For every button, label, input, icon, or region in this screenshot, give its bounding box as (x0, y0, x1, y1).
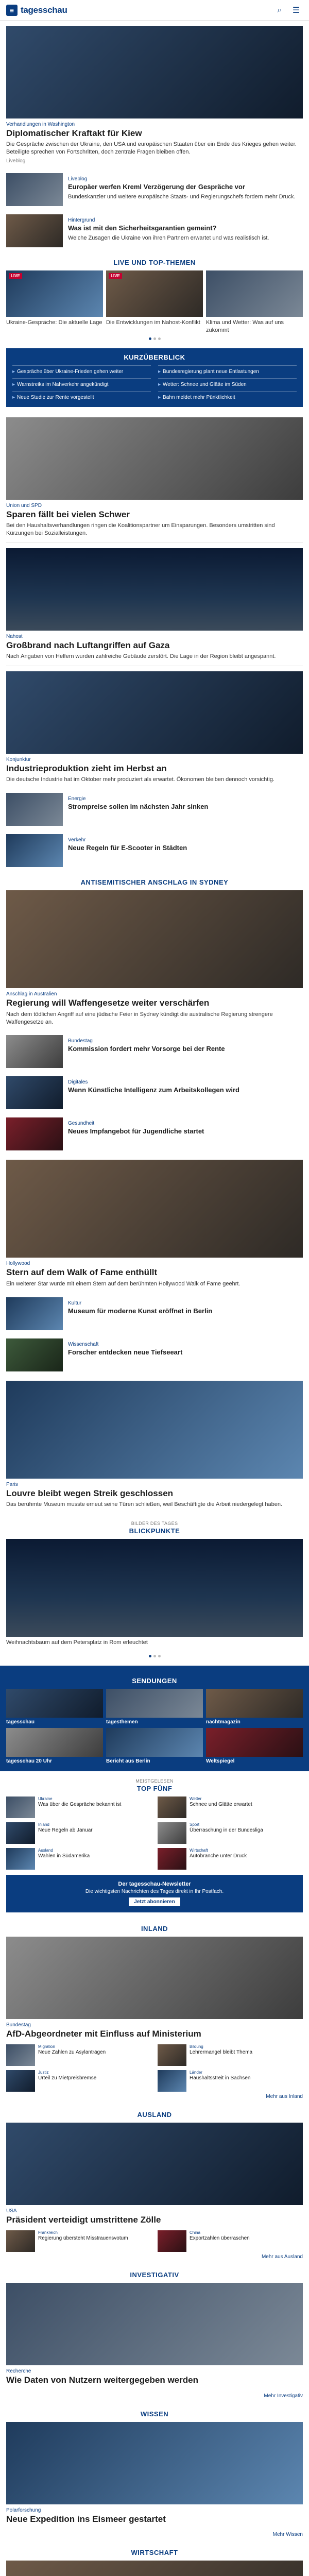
story-topline: Hollywood (6, 1261, 30, 1267)
kurzueberblick-item[interactable]: ▸ Bahn meldet mehr Pünktlichkeit (158, 391, 297, 401)
teaser-headline: Was über die Gespräche bekannt ist (38, 1801, 122, 1807)
hero-teaser[interactable] (0, 21, 309, 169)
list-item[interactable] (158, 2070, 303, 2092)
teaser-topline: Bundestag (68, 1038, 93, 1044)
list-item[interactable] (0, 169, 309, 210)
show-image (6, 1689, 103, 1718)
teaser-image (6, 2044, 35, 2066)
teaser-topline: China (190, 2230, 200, 2235)
ressort-lead-topline: Bundestag (6, 2022, 31, 2028)
teaser-image (6, 173, 63, 206)
teaser-headline: Lehrermangel bleibt Thema (190, 2049, 253, 2056)
logo[interactable] (6, 5, 67, 16)
inland-title[interactable]: INLAND (141, 1924, 168, 1933)
menu-icon[interactable]: ☰ (292, 6, 300, 15)
teaser-topline: Migration (38, 2044, 55, 2049)
ausland-title[interactable]: AUSLAND (137, 2111, 172, 2119)
gallery-caption: Weihnachtsbaum auf dem Petersplatz in Rom erleuchtet (6, 1639, 148, 1646)
show-card[interactable] (6, 1689, 103, 1725)
topfive-heading: TOP FÜNF (136, 1784, 173, 1792)
teaser-text: Welche Zusagen die Ukraine von ihren Partnern erwartet und was realistisch ist. (68, 234, 269, 241)
live-card[interactable] (206, 270, 303, 334)
show-card[interactable] (106, 1689, 203, 1725)
teaser-topline: Bildung (190, 2044, 203, 2049)
live-badge: LIVE (9, 273, 22, 279)
story-topline: Union und SPD (6, 502, 42, 509)
story-topline: Konjunktur (6, 757, 31, 763)
pagination-dot[interactable] (158, 337, 161, 340)
wirtschaft-title[interactable]: WIRTSCHAFT (131, 2549, 178, 2557)
teaser-topline: Wirtschaft (190, 1848, 208, 1853)
teaser-image (6, 1035, 63, 1068)
pagination-dot[interactable] (153, 1655, 156, 1657)
ausland-more-link[interactable]: Mehr aus Ausland (261, 2254, 303, 2260)
newsletter-button[interactable]: Jetzt abonnieren (129, 1897, 180, 1906)
hero-text: Die Gespräche zwischen der Ukraine, den USA und europäischen Staaten über ein Ende des Krieges gehen weiter. Beteiligte sprechen von Fortschritten, doch zentrale Fragen bleiben offen. (6, 141, 297, 156)
kurzueberblick-item[interactable]: ▸ Wetter: Schnee und Glätte im Süden (158, 378, 297, 388)
list-item[interactable] (0, 1031, 309, 1072)
teaser-headline[interactable]: Neues Impfangebot für Jugendliche startet (68, 1127, 204, 1136)
investigativ-title[interactable]: INVESTIGATIV (130, 2271, 179, 2279)
newsletter-title: Der tagesschau-Newsletter (118, 1880, 191, 1887)
teaser-headline: Regierung übersteht Misstrauensvotum (38, 2235, 128, 2242)
teaser-topline: Kultur (68, 1300, 82, 1306)
story-teaser[interactable] (0, 543, 309, 666)
story-headline[interactable]: Industrieproduktion zieht im Herbst an (6, 764, 167, 774)
teaser-headline: Überraschung in der Bundesliga (190, 1827, 263, 1833)
list-item[interactable] (0, 1113, 309, 1155)
inland-more-link[interactable]: Mehr aus Inland (266, 2094, 303, 2100)
story-headline[interactable]: Regierung will Waffengesetze weiter verschärfen (6, 998, 210, 1008)
teaser-topline: Gesundheit (68, 1121, 95, 1127)
show-card[interactable] (6, 1728, 103, 1764)
list-item[interactable] (158, 2230, 303, 2252)
story-image[interactable] (6, 890, 303, 988)
logo-text: tagesschau (21, 5, 67, 15)
live-section-title: LIVE UND TOP-THEMEN (113, 259, 196, 267)
live-card-caption: Die Entwicklungen im Nahost-Konflikt (106, 319, 200, 326)
ressort-lead[interactable] (0, 2561, 309, 2576)
teaser-image (158, 2070, 186, 2092)
teaser-image (6, 834, 63, 867)
ausland-list (0, 2230, 309, 2252)
teaser-topline: Wetter (190, 1796, 202, 1801)
list-item[interactable] (0, 830, 309, 871)
story-image[interactable] (6, 671, 303, 754)
teaser-image (6, 1848, 35, 1870)
list-item[interactable] (158, 1797, 303, 1818)
inland-list (0, 2044, 309, 2092)
story-text: Bei den Haushaltsverhandlungen ringen die Koalitionspartner um Einsparungen. Besonders umstritten sind Kürzungen bei Sozialleistungen. (6, 522, 275, 536)
show-label: Bericht aus Berlin (106, 1758, 150, 1764)
ressort-lead-headline[interactable]: Präsident verteidigt umstrittene Zölle (6, 2215, 161, 2225)
show-label: tagesschau 20 Uhr (6, 1758, 52, 1764)
teaser-image (6, 1822, 35, 1844)
teaser-image (6, 1117, 63, 1150)
ressort-lead-topline: Polarforschung (6, 2507, 41, 2513)
teaser-topline: Sport (190, 1822, 200, 1827)
teaser-headline: Neue Regeln ab Januar (38, 1827, 93, 1833)
ressort-lead[interactable] (0, 2283, 309, 2391)
teaser-image (6, 2230, 35, 2252)
teaser-image (6, 1076, 63, 1109)
story-text: Nach dem tödlichen Angriff auf eine jüdische Feier in Sydney kündigt die australische Regierung strengere Waffengesetze an. (6, 1011, 273, 1025)
teaser-image (6, 1297, 63, 1330)
teaser-headline[interactable]: Was ist mit den Sicherheitsgarantien gemeint? (68, 224, 217, 232)
hero-image[interactable] (6, 26, 303, 118)
story-topline: Nahost (6, 633, 23, 639)
teaser-image (6, 793, 63, 826)
teaser-headline: Schnee und Glätte erwartet (190, 1801, 252, 1807)
list-item[interactable] (0, 1072, 309, 1113)
teaser-text: Bundeskanzler und weitere europäische Staats- und Regierungschefs fordern mehr Druck. (68, 193, 296, 200)
story-teaser[interactable] (0, 890, 309, 1031)
sydney-section-title: ANTISEMITISCHER ANSCHLAG IN SYDNEY (80, 878, 229, 887)
show-label: tagesschau (6, 1719, 35, 1725)
investigativ-more-link[interactable]: Mehr Investigativ (264, 2393, 303, 2399)
teaser-headline[interactable]: Museum für moderne Kunst eröffnet in Berlin (68, 1307, 213, 1315)
teaser-topline: Ukraine (38, 1796, 53, 1801)
teaser-headline[interactable]: Kommission fordert mehr Vorsorge bei der Rente (68, 1045, 225, 1053)
teaser-image (158, 1797, 186, 1818)
teaser-headline[interactable]: Wenn Künstliche Intelligenz zum Arbeitskollegen wird (68, 1086, 239, 1094)
teaser-headline[interactable]: Forscher entdecken neue Tiefseeart (68, 1348, 183, 1356)
bullet-icon: ▸ (12, 368, 15, 375)
live-card-image (106, 270, 203, 317)
bullet-icon: ▸ (158, 394, 161, 400)
story-headline[interactable]: Großbrand nach Luftangriffen auf Gaza (6, 640, 170, 650)
sendungen-box (0, 1666, 309, 1771)
teaser-image (6, 214, 63, 247)
teaser-topline: Digitales (68, 1079, 88, 1086)
teaser-image (158, 1848, 186, 1870)
pagination-dot[interactable] (149, 337, 151, 340)
teaser-topline: Inland (38, 1822, 49, 1827)
ressort-lead[interactable] (0, 2123, 309, 2230)
ressort-lead-image[interactable] (6, 2422, 303, 2504)
show-image (106, 1689, 203, 1718)
teaser-headline: Neue Zahlen zu Asylanträgen (38, 2049, 106, 2056)
story-teaser[interactable] (0, 1376, 309, 1514)
story-text: Nach Angaben von Helfern wurden zahlreiche Gebäude zerstört. Die Lage in der Region bleibt angespannt. (6, 653, 276, 660)
ressort-lead-image[interactable] (6, 2283, 303, 2365)
live-card-image (206, 270, 303, 317)
gallery-image[interactable] (6, 1539, 303, 1637)
kurzueberblick-item[interactable]: ▸ Warnstreiks im Nahverkehr angekündigt (12, 378, 151, 388)
story-topline: Paris (6, 1481, 18, 1487)
kurzueberblick-title: KURZÜBERBLICK (124, 353, 185, 361)
ressort-lead-topline: Recherche (6, 2368, 31, 2375)
teaser-headline[interactable]: Europäer werfen Kreml Verzögerung der Gespräche vor (68, 183, 245, 191)
teaser-headline: Autobranche unter Druck (190, 1853, 247, 1859)
list-item[interactable] (158, 1848, 303, 1870)
newsletter-banner (6, 1875, 303, 1912)
ressort-lead-image[interactable] (6, 1937, 303, 2019)
bullet-icon: ▸ (12, 381, 15, 387)
teaser-headline[interactable]: Strompreise sollen im nächsten Jahr sinken (68, 803, 209, 811)
teaser-headline: Wahlen in Südamerika (38, 1853, 90, 1859)
kurzueberblick-item[interactable]: ▸ Gespräche über Ukraine-Frieden gehen weiter (12, 365, 151, 375)
show-label: Weltspiegel (206, 1758, 235, 1764)
live-card[interactable] (106, 270, 203, 334)
story-headline[interactable]: Stern auf dem Walk of Fame enthüllt (6, 1267, 158, 1278)
story-headline[interactable]: Sparen fällt bei vielen Schwer (6, 509, 130, 519)
ressort-lead-headline[interactable]: Neue Expedition ins Eismeer gestartet (6, 2514, 166, 2524)
wissen-more-link[interactable]: Mehr Wissen (272, 2532, 303, 2538)
ressort-lead-image[interactable] (6, 2123, 303, 2205)
gallery-teaser[interactable] (0, 1539, 309, 1652)
teaser-image (6, 1338, 63, 1371)
hero-headline[interactable]: Diplomatischer Kraftakt für Kiew (6, 128, 142, 138)
teaser-image (6, 2070, 35, 2092)
story-image[interactable] (6, 1160, 303, 1258)
show-card[interactable] (106, 1728, 203, 1764)
kurzueberblick-item[interactable]: ▸ Neue Studie zur Rente vorgestellt (12, 391, 151, 401)
live-slider[interactable] (0, 270, 309, 334)
teaser-image (158, 2230, 186, 2252)
live-badge: LIVE (109, 273, 122, 279)
list-item[interactable] (6, 1822, 151, 1844)
teaser-topline: Liveblog (68, 176, 88, 182)
gallery-pagination[interactable] (0, 1652, 309, 1660)
teaser-image (158, 1822, 186, 1844)
topfive-title (0, 1771, 309, 1797)
teaser-topline: Energie (68, 796, 86, 802)
teaser-topline: Länder (190, 2070, 202, 2075)
teaser-image (158, 2044, 186, 2066)
show-image (6, 1728, 103, 1757)
ressort-lead[interactable] (0, 2422, 309, 2530)
list-item[interactable] (0, 210, 309, 251)
story-text: Die deutsche Industrie hat im Oktober mehr produziert als erwartet. Ökonomen bleiben dennoch vorsichtig. (6, 776, 274, 783)
story-text: Ein weiterer Star wurde mit einem Stern auf dem berühmten Hollywood Walk of Fame geehrt. (6, 1280, 241, 1287)
story-text: Das berühmte Museum musste erneut seine Türen schließen, weil Beschäftigte die Arbeit niedergelegt haben. (6, 1501, 283, 1508)
sendungen-title: SENDUNGEN (132, 1676, 177, 1685)
live-card-caption: Ukraine-Gespräche: Die aktuelle Lage (6, 319, 102, 326)
show-image (206, 1689, 303, 1718)
show-label: nachtmagazin (206, 1719, 241, 1725)
list-item[interactable] (158, 1822, 303, 1844)
ressort-lead-image[interactable] (6, 2561, 303, 2576)
topfive-list (0, 1797, 309, 1870)
list-item[interactable] (158, 2044, 303, 2066)
teaser-image (6, 1797, 35, 1818)
teaser-topline: Wissenschaft (68, 1341, 99, 1347)
teaser-headline[interactable]: Neue Regeln für E-Scooter in Städten (68, 844, 187, 852)
show-image (206, 1728, 303, 1757)
teaser-headline: Haushaltsstreit in Sachsen (190, 2075, 251, 2081)
hero-meta[interactable]: Liveblog (6, 158, 26, 164)
pagination-dot[interactable] (153, 337, 156, 340)
teaser-topline: Hintergrund (68, 217, 95, 224)
pagination-dot[interactable] (149, 1655, 151, 1657)
story-topline: Anschlag in Australien (6, 991, 57, 997)
show-card[interactable] (206, 1689, 303, 1725)
newsletter-text: Die wichtigsten Nachrichten des Tages direkt in Ihr Postfach. (85, 1888, 224, 1894)
bullet-icon: ▸ (158, 368, 161, 375)
list-item[interactable] (0, 789, 309, 830)
pagination-dot[interactable] (158, 1655, 161, 1657)
show-label: tagesthemen (106, 1719, 138, 1725)
story-image[interactable] (6, 417, 303, 500)
ressort-lead-headline[interactable]: Wie Daten von Nutzern weitergegeben werden (6, 2375, 198, 2385)
list-item[interactable] (0, 1334, 309, 1376)
topfive-kicker: MEISTGELESEN (135, 1778, 174, 1784)
list-item[interactable] (0, 1293, 309, 1334)
story-teaser[interactable] (0, 666, 309, 789)
live-card-image (6, 270, 103, 317)
top-bar (0, 0, 309, 21)
wissen-title[interactable]: WISSEN (140, 2410, 169, 2418)
ressort-lead-topline: USA (6, 2208, 17, 2214)
list-item[interactable] (6, 2230, 151, 2252)
story-headline[interactable]: Louvre bleibt wegen Streik geschlossen (6, 1488, 174, 1498)
teaser-topline: Frankreich (38, 2230, 58, 2235)
live-card-caption: Klima und Wetter: Was auf uns zukommt (206, 319, 284, 333)
bullet-icon: ▸ (12, 394, 15, 400)
teaser-topline: Justiz (38, 2070, 49, 2075)
live-card[interactable] (6, 270, 103, 334)
teaser-topline: Verkehr (68, 837, 86, 843)
list-item[interactable] (6, 2044, 151, 2066)
list-item[interactable] (6, 1848, 151, 1870)
story-teaser[interactable] (0, 1155, 309, 1293)
search-icon[interactable]: ⌕ (277, 5, 282, 14)
show-image (106, 1728, 203, 1757)
ressort-lead[interactable] (0, 1937, 309, 2044)
teaser-topline: Ausland (38, 1848, 53, 1853)
story-image[interactable] (6, 1381, 303, 1479)
story-teaser[interactable] (0, 412, 309, 543)
story-image[interactable] (6, 548, 303, 631)
bullet-icon: ▸ (158, 381, 161, 387)
kurzueberblick-box (6, 348, 303, 407)
teaser-headline: Exportzahlen überraschen (190, 2235, 250, 2242)
logo-icon: ≡ (6, 5, 18, 16)
ressort-lead-headline[interactable]: AfD-Abgeordneter mit Einfluss auf Ministerium (6, 2028, 201, 2039)
show-card[interactable] (206, 1728, 303, 1764)
blickpunkte-heading: BLICKPUNKTE (129, 1527, 180, 1535)
blickpunkte-kicker: BILDER DES TAGES (131, 1520, 178, 1526)
list-item[interactable] (6, 1797, 151, 1818)
teaser-headline: Urteil zu Mietpreisbremse (38, 2075, 97, 2081)
slider-pagination[interactable] (0, 334, 309, 343)
hero-topline: Verhandlungen in Washington (6, 122, 75, 127)
kurzueberblick-item[interactable]: ▸ Bundesregierung plant neue Entlastungen (158, 365, 297, 375)
blickpunkte-title (0, 1514, 309, 1539)
list-item[interactable] (6, 2070, 151, 2092)
